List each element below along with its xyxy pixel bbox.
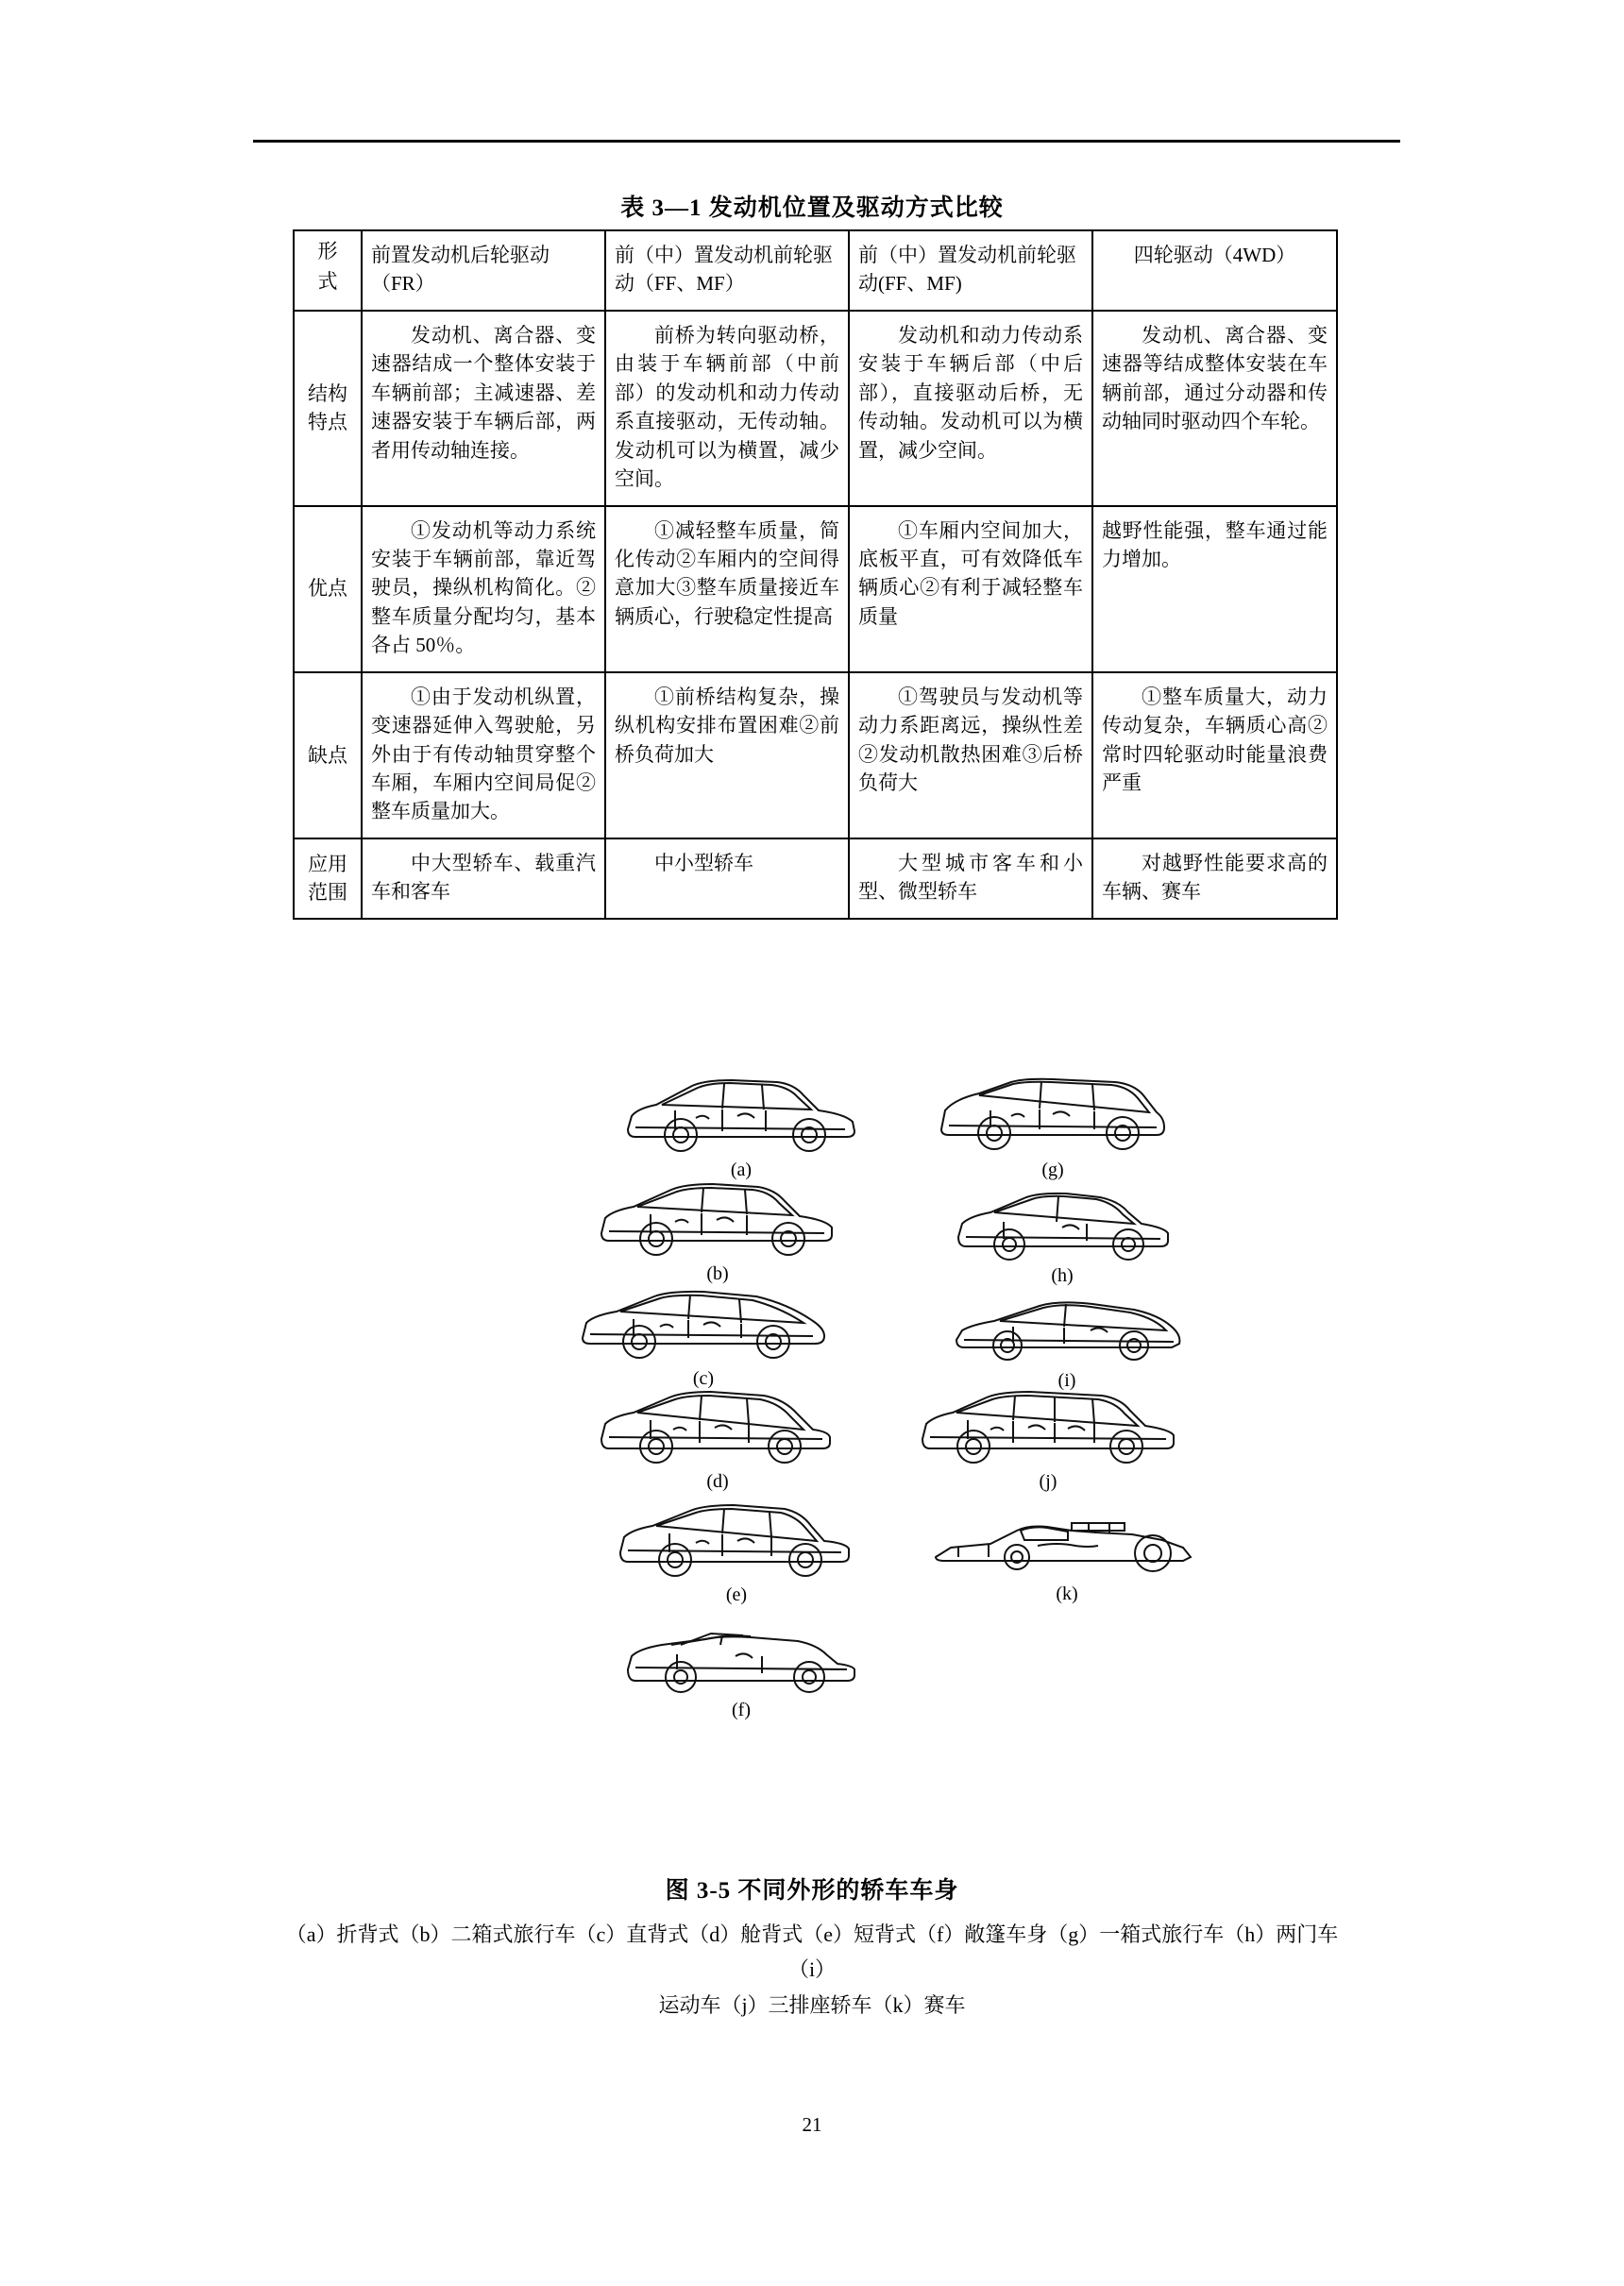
- figure-label-a: (a): [730, 1160, 753, 1180]
- car-illustration-notchback: [609, 1492, 864, 1583]
- cell-application-ff-rear: 大型城市客车和小型、微型轿车: [849, 838, 1092, 919]
- car-illustration-sedan-b: [590, 1171, 845, 1262]
- column-header-4wd: 四轮驱动（4WD）: [1092, 230, 1337, 311]
- row-header-disadvantages-line1: 缺点: [308, 743, 347, 767]
- figure-item-b: [585, 1171, 850, 1285]
- table-row: [294, 311, 1337, 506]
- car-illustration-hatchback: [590, 1379, 845, 1469]
- row-header-advantages: [294, 506, 362, 672]
- table-row: [294, 838, 1337, 919]
- cell-advantages-fr: ①发动机等动力系统安装于车辆前部，靠近驾驶员，操纵机构简化。②整车质量分配均匀，基本各占 50％。: [362, 506, 605, 672]
- cell-structure-ff-rear: 发动机和动力传动系安装于车辆后部（中后部），直接驱动后桥，无传动轴。发动机可以为横置，减少空间。: [849, 311, 1092, 506]
- car-illustration-convertible: [618, 1615, 864, 1698]
- figure-item-c: [567, 1279, 840, 1390]
- row-header-application: [294, 838, 362, 919]
- figure-label-j: (j): [1039, 1471, 1057, 1492]
- row-header-disadvantages: [294, 672, 362, 838]
- row-header-structure-line1: 结构: [308, 381, 347, 405]
- figure-caption: 图 3-5 不同外形的轿车车身: [665, 1878, 959, 1904]
- cell-structure-fr: 发动机、离合器、变速器结成一个整体安装于车辆前部；主减速器、差速器安装于车辆后部，两者用传动轴连接。: [362, 311, 605, 506]
- figure-label-i: (i): [1057, 1370, 1076, 1391]
- figure-item-j: [906, 1379, 1190, 1493]
- cell-application-fr: 中大型轿车、载重汽车和客车: [362, 838, 605, 919]
- column-header-ff-rear: 前（中）置发动机前轮驱动(FF、MF): [849, 230, 1092, 311]
- cell-application-ff-front: 中小型轿车: [605, 838, 849, 919]
- car-illustration-coupe: [949, 1180, 1176, 1263]
- car-illustration-limousine: [911, 1379, 1185, 1469]
- figure-legend: [283, 1917, 1341, 2023]
- corner-line-1: 形: [317, 240, 338, 262]
- figure-legend-line-1: （a）折背式（b）二箱式旅行车（c）直背式（d）舱背式（e）短背式（f）敞篷车身（g）一箱式旅行车（h）两门车（i）: [285, 1922, 1339, 1982]
- row-header-structure: [294, 311, 362, 506]
- figure-label-b: (b): [706, 1263, 729, 1284]
- figure-label-d: (d): [706, 1471, 729, 1492]
- cell-advantages-ff-front: ①减轻整车质量，简化传动②车厢内的空间得意加大③整车质量接近车辆质心，行驶稳定性提高: [605, 506, 849, 672]
- cell-disadvantages-ff-front: ①前桥结构复杂，操纵机构安排布置困难②前桥负荷加大: [605, 672, 849, 838]
- figure-item-i: [944, 1289, 1190, 1392]
- cell-structure-4wd: 发动机、离合器、变速器等结成整体安装在车辆前部，通过分动器和传动轴同时驱动四个车轮。: [1092, 311, 1337, 506]
- row-header-application-line2: 范围: [308, 881, 347, 905]
- row-header-structure-line2: 特点: [308, 411, 347, 434]
- page-number: 21: [802, 2113, 822, 2136]
- figure-label-f: (f): [732, 1700, 751, 1720]
- figure-label-h: (h): [1051, 1265, 1074, 1286]
- figure-label-e: (e): [725, 1584, 748, 1605]
- table-title: 表 3—1 发动机位置及驱动方式比较: [620, 195, 1004, 221]
- car-illustration-fastback: [571, 1279, 836, 1366]
- cell-disadvantages-fr: ①由于发动机纵置，变速器延伸入驾驶舱，另外由于有传动轴贯穿整个车厢，车厢内空间局促②整车质量加大。: [362, 672, 605, 838]
- table-row: [294, 506, 1337, 672]
- cell-structure-ff-front: 前桥为转向驱动桥，由装于车辆前部（中前部）的发动机和动力传动系直接驱动，无传动轴。发动机可以为横置，减少空间。: [605, 311, 849, 506]
- figure-label-c: (c): [692, 1368, 715, 1389]
- table-header-row: [294, 230, 1337, 311]
- figure-item-e: [604, 1492, 869, 1606]
- figure-legend-line-2: 运动车（j）三排座轿车（k）赛车: [658, 1992, 966, 2017]
- row-header-application-line1: 应用: [308, 852, 347, 875]
- figure-item-g: [925, 1067, 1180, 1181]
- column-header-ff-front: 前（中）置发动机前轮驱动（FF、MF）: [605, 230, 849, 311]
- figure-item-f: [614, 1615, 869, 1721]
- column-header-fr: 前置发动机后轮驱动（FR）: [362, 230, 605, 311]
- figure-item-d: [585, 1379, 850, 1493]
- cell-advantages-4wd: 越野性能强，整车通过能力增加。: [1092, 506, 1337, 672]
- car-illustration-racecar: [930, 1506, 1204, 1582]
- car-illustration-sports: [949, 1289, 1185, 1368]
- corner-line-2: 式: [317, 269, 338, 293]
- row-header-advantages-line1: 优点: [308, 577, 347, 601]
- cell-disadvantages-4wd: ①整车质量大，动力传动复杂，车辆质心高②常时四轮驱动时能量浪费严重: [1092, 672, 1337, 838]
- figure-label-k: (k): [1056, 1583, 1078, 1604]
- figure-car-bodies: [0, 1067, 1624, 1719]
- figure-item-a: [614, 1067, 869, 1181]
- table-row: [294, 672, 1337, 838]
- cell-disadvantages-ff-rear: ①驾驶员与发动机等动力系距离远，操纵性差②发动机散热困难③后桥负荷大: [849, 672, 1092, 838]
- comparison-table: [293, 229, 1338, 920]
- car-illustration-sedan: [618, 1067, 864, 1158]
- figure-item-h: [944, 1180, 1180, 1287]
- cell-application-4wd: 对越野性能要求高的车辆、赛车: [1092, 838, 1337, 919]
- table-corner-cell: [294, 230, 362, 311]
- cell-advantages-ff-rear: ①车厢内空间加大，底板平直，可有效降低车辆质心②有利于减轻整车质量: [849, 506, 1092, 672]
- header-rule: [253, 140, 1400, 143]
- figure-item-k: [925, 1506, 1209, 1605]
- figure-label-g: (g): [1041, 1160, 1064, 1180]
- car-illustration-wagon: [930, 1067, 1176, 1158]
